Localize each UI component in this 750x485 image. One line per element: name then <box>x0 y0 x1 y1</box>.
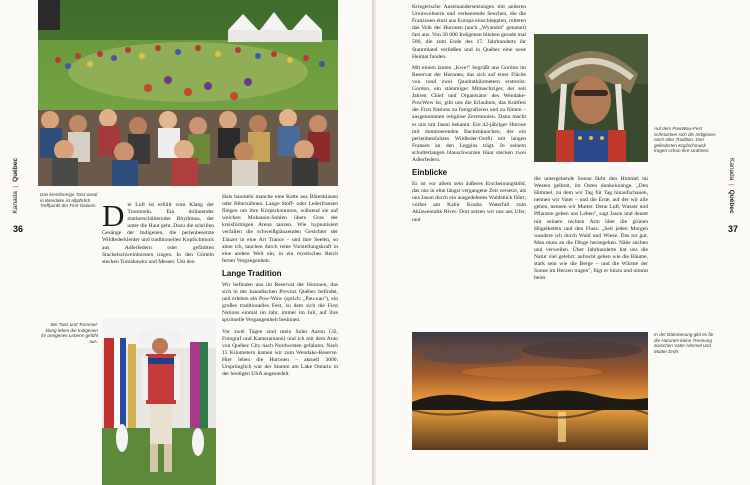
heading-einblicke: Einblicke <box>412 168 448 178</box>
column3-paragraph-3: Es ist vor allem sein äußeres Erscheinungsbild, das uns in eine längst vergangene Zeit versetzt, als uns Jason durch ein ausgedehntes Waldstück führt, vorbei am Kabir Kouba Waterfall zum Akiawenrahk River. Dort setzen wir uns ans Ufer, und <box>412 181 526 223</box>
heading-lange-tradition: Lange Tradition <box>222 268 282 278</box>
right-page <box>376 0 750 485</box>
elder-portrait-image <box>534 34 648 162</box>
sunset-landscape-image <box>412 332 648 450</box>
column3-paragraph-2: Mit einem lauten „Kwe!" begrüßt uns Gordon im Reservat der Huronen, das sich auf einer Fläche von rund zwei Quadratkilometern erstreckt. Gordon, ein stämmiger Mittsechziger, der seit Jahren Chief und Organisator des Wendake-PowWow ist, gibt uns die Erlaubnis, das Kultfest der First Nations zu fotografieren und zu filmen – ausgenommen religiöse Zeremonien. Dann macht er uns mit Jason bekannt. Ein 42-jähriger Hurone mit dominierenden Backenknochen, der ein perlenbestücktes Wildleder-Outfit mit langen Fransen an den Leggins trägt. In seinem schulterlangen blauschwarzen Haar stecken zwei Adlerfedern. <box>412 64 526 163</box>
column2-paragraph-1: Hals baumeln manche eine Kette aus Bärenklauen oder Biberzähnen. Lange Stoff- oder Lederfransen fliegen um ihre Körperkonturen, während sie auf weichen Mokassin-Sohlen übers Gras der kreisförmigen Arena tanzen. Wie hypnotisiert verfallen die schweißglänzenden Gesichter der Tänzer in eine Art Trance – und ihre Seelen, so ahne ich, tauchen durch reine Vorstellungskraft in eine andere Welt ein, in ein mystisches Reich ferner Vergangenheit. <box>222 194 338 264</box>
rubric-divider: | <box>12 185 19 188</box>
intro-paragraph <box>102 198 214 266</box>
rubric-region: Québec <box>12 158 19 182</box>
powwow-crowd-photo <box>38 0 338 186</box>
rubric-divider-right: | <box>728 184 735 186</box>
dancer-photo <box>102 318 216 485</box>
article-column-4 <box>534 176 648 286</box>
caption-elder-portrait: Auf dem PowWow-Fest schmücken sich die Indigenen nach alter Tradition. Den gefiederten Kopfschmuck tragen schon ihre Urahnen. <box>654 126 716 154</box>
sunset-landscape-photo <box>412 332 648 450</box>
drop-cap: D <box>102 198 125 233</box>
column3-paragraph-1: Kriegerische Auseinandersetzungen mit anderen Ureinwohnern und verheerende Seuchen, die die Franzosen einst aus Europa einschleppten, rotteten das Volk der Huronen (auch „Wyandot" genannt) fast aus. Von 30 000 Indigenen blieben gerade mal 500, die zum Ende des 17. Jahrhunderts ihr Stammland verließen und in Québec eine neue Heimat fanden. <box>412 4 526 60</box>
page-number-right: 37 <box>728 224 739 234</box>
article-column-1 <box>102 198 214 270</box>
intro-text: ie Luft ist erfüllt vom Klang der Trommeln. Ein dröhnender markerschütternder Rhythmus, der unter die Haut geht. Dazu die schrillen Gesänge der Indigenen, die perlenbesetzte Wildlederkleider und traditionellen Kopfschmuck aus Adlerfedern oder gefärbten Stachelschweinborsten tragen. In den Gürteln stecken Tomahawks und Messer. Um den <box>102 202 214 265</box>
caption-powwow-crowd: Das kreisförmige Tanz-areal in Wendake ist alljährlich Treffpunkt der First Nations. <box>40 192 98 209</box>
rubric-country: Kanada <box>12 191 19 214</box>
article-column-2 <box>222 194 338 382</box>
powwow-crowd-image <box>38 0 338 186</box>
column4-paragraph-1: die untergehende Sonne färbt den Himmel im Westen gelbrot, im Osten dunkelorange. „Den Himmel, zu dem wir Tag für Tag hinaufschauen, nennen wir Vater – und die Erde, auf der wir alle gehen, nennen wir Mutter. Denn Luft, Wasser und Pflanzen geben uns Leben", sagt Jason und deutet mit seinem rechten Arm über die grünen Hügelketten und den Fluss. „Seit jeden Morgen wandere ich durch Wald und Wiese. Das tut gut. Man muss an die Dinge herangehen. Nähe suchen und verweilen. Über Jahrhunderte hat uns die Natur viel gelehrt: aufrecht gehen wie die Bäume, stark sein wie die Berge – und die Wärme der Sonne im Herzen tragen", fügt er hinzu und nimmt beim <box>534 176 648 282</box>
rubric-region-right: Québec <box>728 189 735 214</box>
elder-portrait-photo <box>534 34 648 162</box>
column2-paragraph-2: Wir befinden uns im Reservat der Huronen, das sich in der kanadischen Provinz Québec befindet, und erleben ein Pow-Wow (sprich: „Pau-uau"), ein großes traditionelles Fest, zu dem sich die First Nations einmal im Jahr, immer im Juli, auf ihre spirituelle Vergangenheit besinnen. <box>222 281 338 324</box>
left-page <box>0 0 374 485</box>
caption-sunset: In der Dämmerung gibt es für die Huronen keine Trennung zwischen Vater Himmel und Mutter Erde. <box>654 332 714 354</box>
section-rubric-right <box>728 158 735 214</box>
column2-paragraph-3: Vor zwei Tagen sind mein Sohn Aaron (32, Fotograf und Kameramann) und ich mit dem Auto von Québec City nach Nordwesten gefahren. Nach 15 Kilometern kamen wir zum Wendake-Reserve. Hier leben die Huronen – aktuell 3000. Ursprünglich war der Stamm am Lake Ontario in der heutigen USA angesiedelt. <box>222 328 338 378</box>
article-column-3 <box>412 4 526 228</box>
caption-dancer: Bei Tanz und Trommel-klang leben die Indigenen ihr ureigenes Lebens-gefühl aus. <box>41 322 98 344</box>
rubric-country-right: Kanada <box>728 158 735 181</box>
section-rubric-left <box>12 158 19 214</box>
dancer-image <box>102 318 216 485</box>
page-number-left: 36 <box>13 224 24 234</box>
